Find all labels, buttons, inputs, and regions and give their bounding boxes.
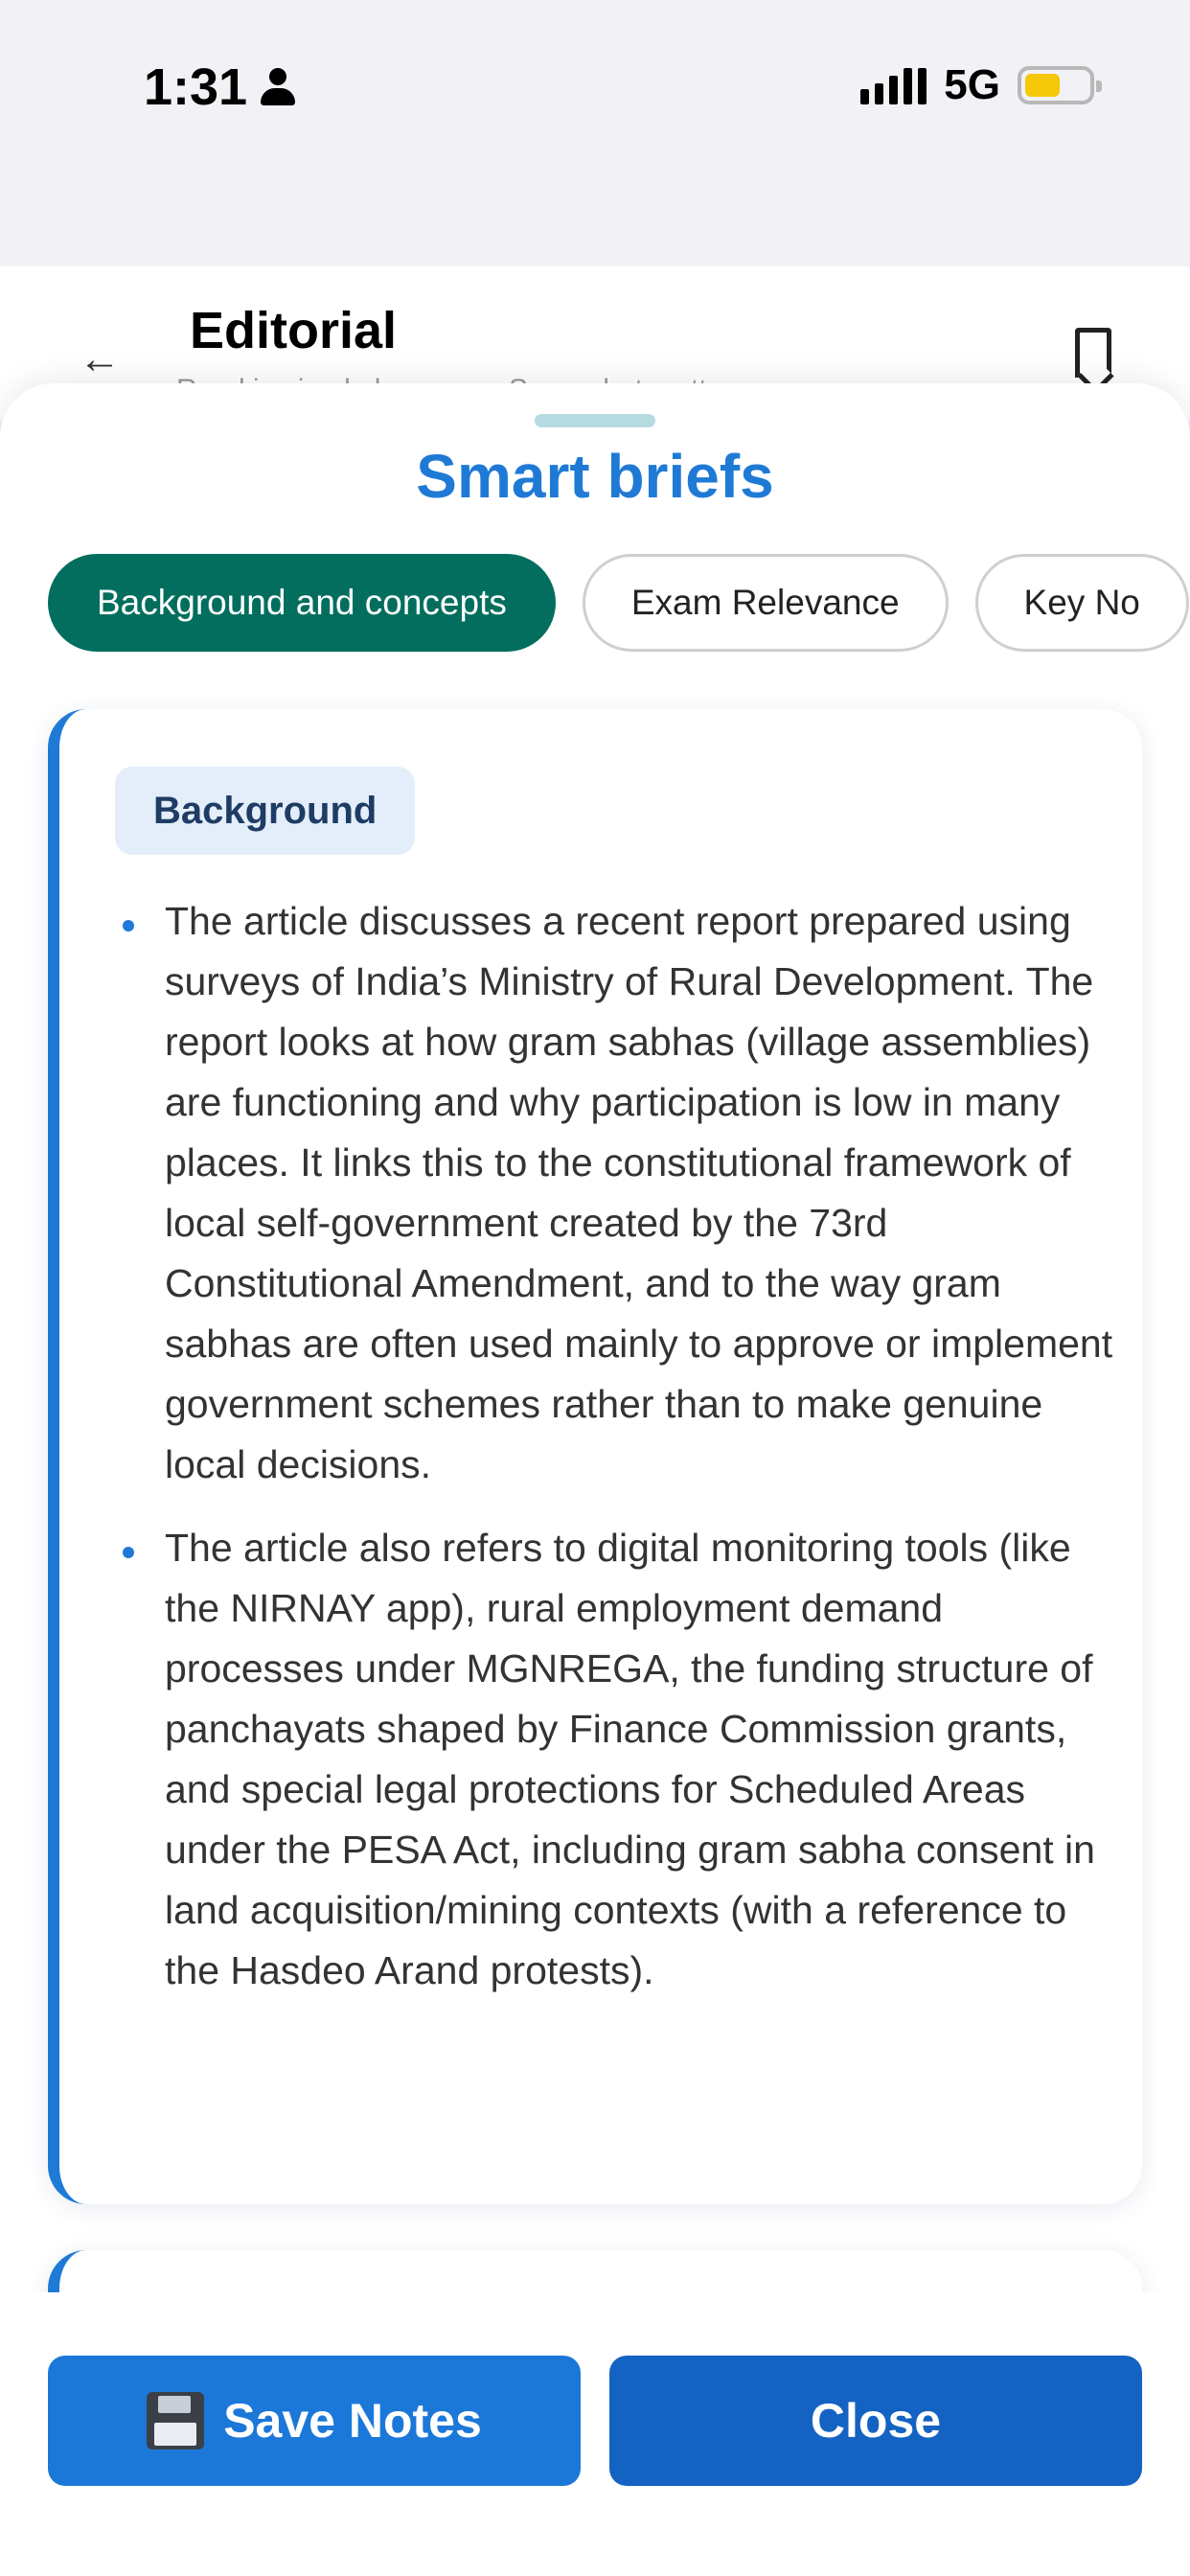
bookmark-icon[interactable]	[1075, 328, 1111, 378]
battery-level	[1025, 74, 1060, 97]
section-badge: Background	[115, 767, 415, 855]
page-title: Editorial	[190, 302, 398, 359]
background-card	[48, 709, 1142, 2204]
action-bar	[0, 2292, 1190, 2576]
status-bar	[0, 0, 1190, 172]
save-notes-button[interactable]	[48, 2356, 581, 2486]
clock-label: 1:31	[144, 58, 248, 116]
status-time	[144, 58, 295, 117]
back-arrow-icon[interactable]: ←	[79, 335, 121, 382]
tab-bar	[48, 554, 1189, 652]
floppy-disk-icon	[147, 2392, 204, 2450]
person-icon	[261, 68, 295, 106]
sheet-title: Smart briefs	[416, 442, 774, 511]
status-indicators	[860, 61, 1094, 109]
save-notes-label: Save Notes	[223, 2394, 482, 2448]
list-item: The article also refers to digital monitoring tools (like the NIRNAY app), rural employment demand processes under MGNREGA, the funding structure of panchayats shaped by Finance Commission grants, and special legal protections for Scheduled Areas under the PESA Act, including gram sabha consent in land acquisition/mining contexts (with a reference to the Hasdeo Arand protests).	[115, 1518, 1131, 2001]
tab-exam-relevance[interactable]: Exam Relevance	[583, 554, 949, 652]
signal-icon	[860, 66, 927, 104]
list-item: The article discusses a recent report prepared using surveys of India’s Ministry of Rural Development. The report looks at how gram sabhas (village assemblies) are functioning and why participation is low in many places. It links this to the constitutional framework of local self-government created by the 73rd Constitutional Amendment, and to the way gram sabhas are often used mainly to approve or implement government schemes rather than to make genuine local decisions.	[115, 891, 1131, 1495]
battery-icon	[1018, 66, 1094, 104]
smart-briefs-sheet	[0, 383, 1190, 2576]
tab-background-and-concepts[interactable]: Background and concepts	[48, 554, 556, 652]
bullet-list	[115, 891, 1131, 2024]
drag-handle[interactable]	[535, 414, 655, 427]
close-button[interactable]: Close	[609, 2356, 1142, 2486]
tab-key-notes[interactable]: Key No	[975, 554, 1189, 652]
network-label: 5G	[944, 61, 1000, 108]
